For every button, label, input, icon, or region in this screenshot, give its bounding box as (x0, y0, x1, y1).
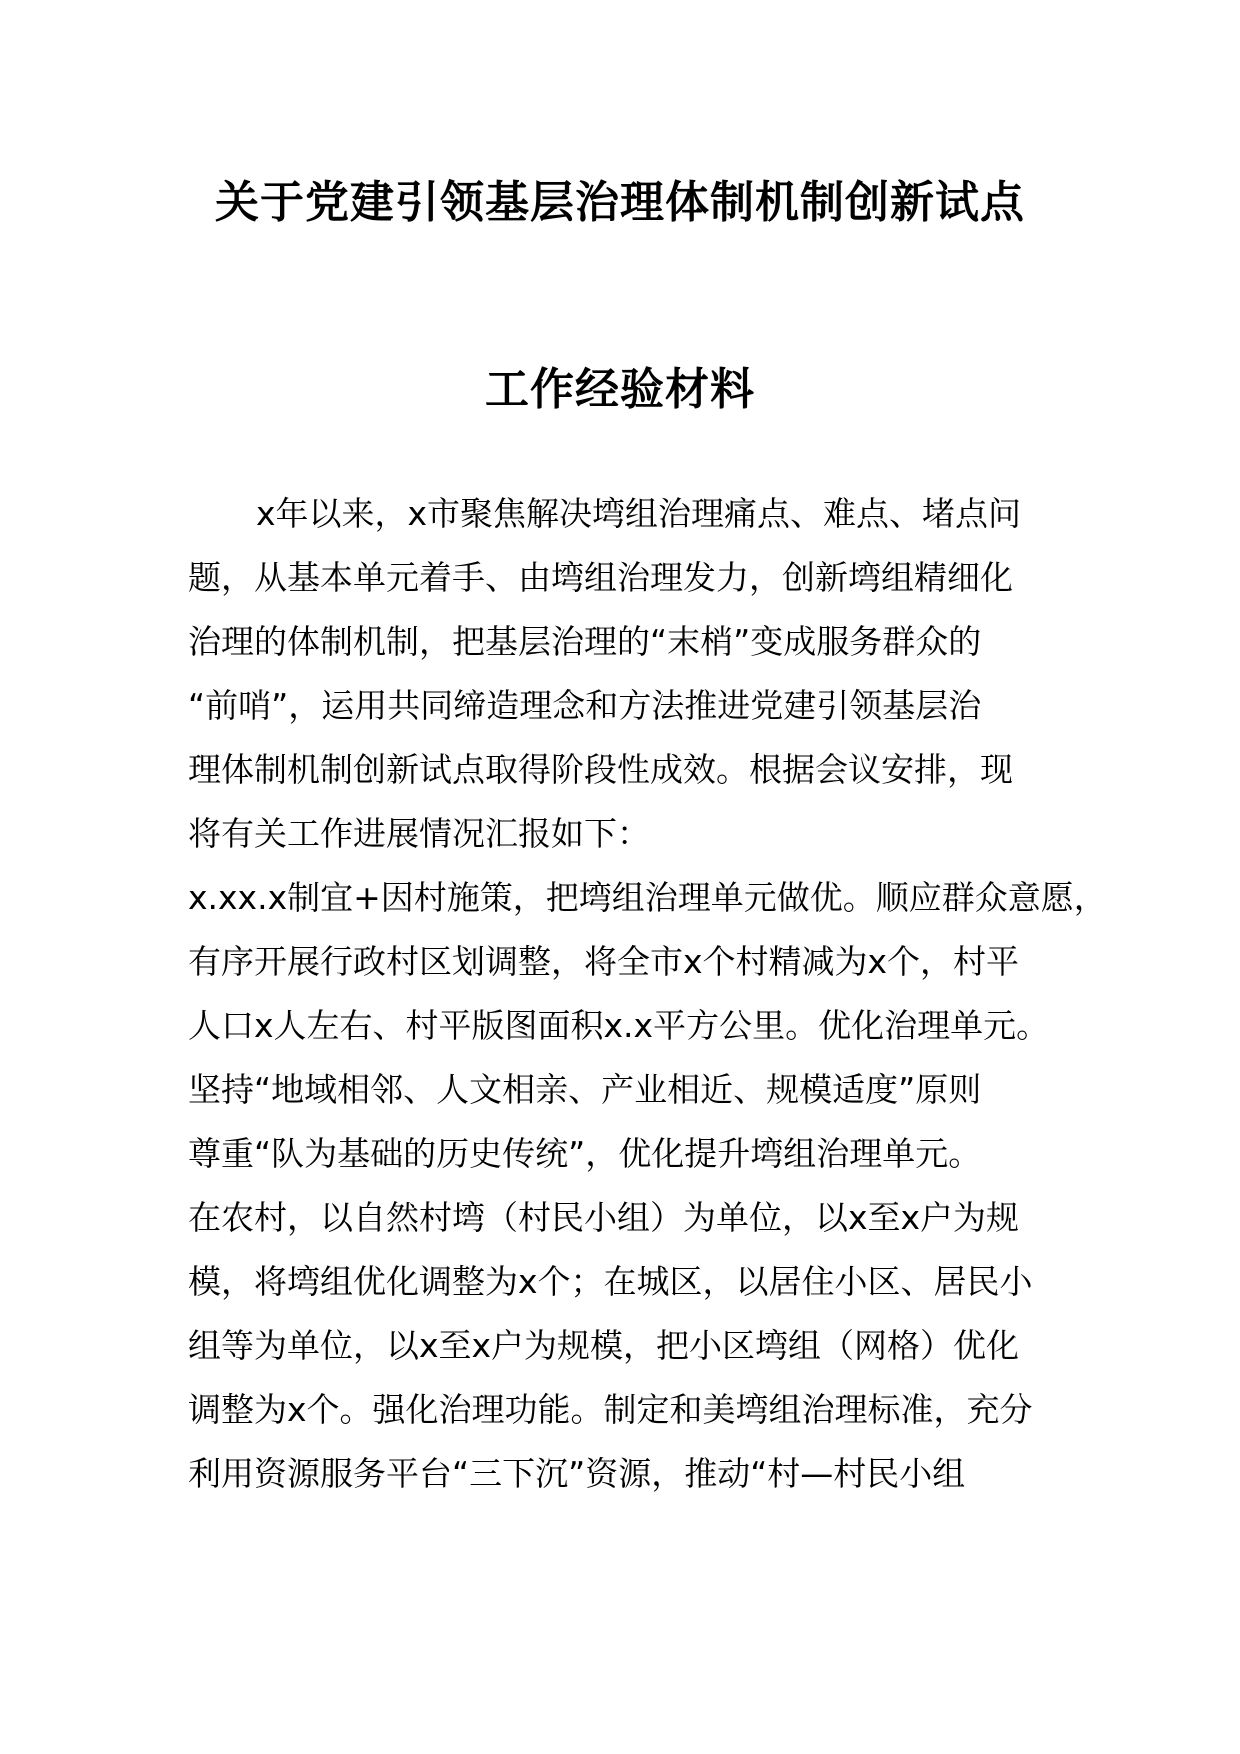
body-line-13: 模，将塆组优化调整为x个；在城区，以居住小区、居民小 (188, 1262, 1033, 1301)
body-line-14: 组等为单位，以x至x户为规模，把小区塆组（网格）优化 (188, 1326, 1020, 1365)
body-line-15: 调整为x个。强化治理功能。制定和美塆组治理标准，充分 (188, 1390, 1033, 1429)
document-title-line-2: 工作经验材料 (485, 364, 755, 415)
body-line-9: 人口x人左右、村平版图面积x.x平方公里。优化治理单元。 (188, 1006, 1050, 1045)
body-line-7: x.xx.x制宜+因村施策，把塆组治理单元做优。顺应群众意愿， (188, 878, 1107, 917)
body-line-16: 利用资源服务平台“三下沉”资源，推动“村—村民小组 (188, 1454, 966, 1493)
body-line-5: 理体制机制创新试点取得阶段性成效。根据会议安排，现 (188, 750, 1013, 789)
body-line-3: 治理的体制机制，把基层治理的“末梢”变成服务群众的 (188, 622, 982, 661)
body-line-8: 有序开展行政村区划调整，将全市x个村精减为x个，村平 (188, 942, 1020, 981)
body-line-4: “前哨”，运用共同缔造理念和方法推进党建引领基层治 (188, 686, 982, 725)
document-title-line-1: 关于党建引领基层治理体制机制创新试点 (215, 177, 1025, 228)
body-line-11: 尊重“队为基础的历史传统”，优化提升塆组治理单元。 (188, 1134, 982, 1173)
body-line-6: 将有关工作进展情况汇报如下： (188, 814, 650, 853)
body-line-12: 在农村，以自然村塆（村民小组）为单位，以x至x户为规 (188, 1198, 1020, 1237)
body-line-10: 坚持“地域相邻、人文相亲、产业相近、规模适度”原则 (188, 1070, 982, 1109)
body-line-1: x年以来，x市聚焦解决塆组治理痛点、难点、堵点问 (256, 494, 1022, 533)
body-line-2: 题，从基本单元着手、由塆组治理发力，创新塆组精细化 (188, 558, 1013, 597)
